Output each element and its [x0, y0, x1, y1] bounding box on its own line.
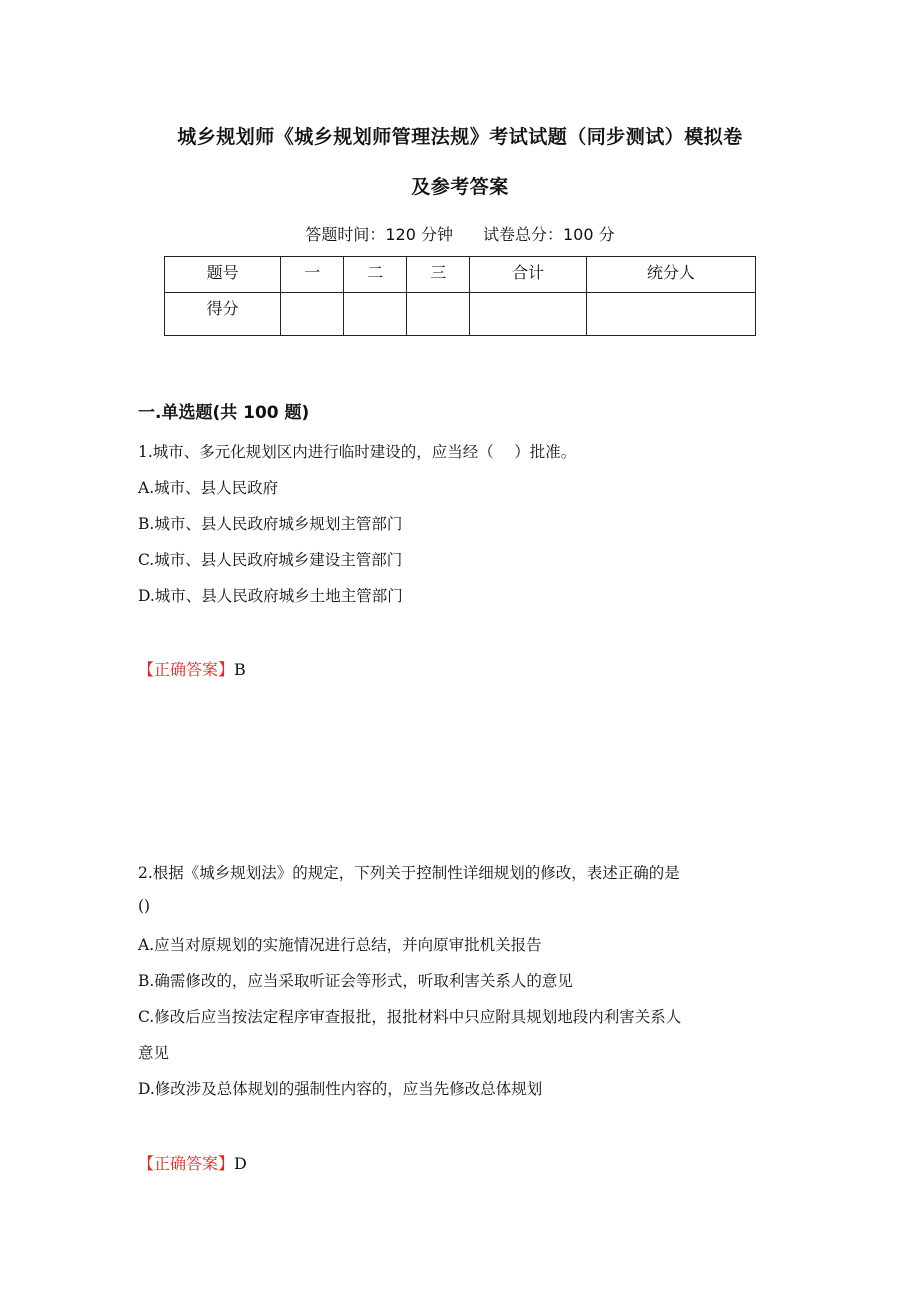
- score-header-cell: 合计: [470, 257, 586, 293]
- question-2-option-b: B.确需修改的，应当采取听证会等形式，听取利害关系人的意见: [138, 972, 573, 990]
- score-cell: [586, 293, 755, 336]
- score-header-cell: 一: [281, 257, 344, 293]
- question-2-stem-line1: 2.根据《城乡规划法》的规定，下列关于控制性详细规划的修改，表述正确的是: [138, 864, 680, 882]
- question-1-answer: [138, 657, 246, 680]
- question-2-answer: [138, 1151, 247, 1174]
- question-2-option-d: D.修改涉及总体规划的强制性内容的，应当先修改总体规划: [138, 1080, 543, 1098]
- score-header-cell: 二: [344, 257, 407, 293]
- question-2-option-a: A.应当对原规划的实施情况进行总结，并向原审批机关报告: [138, 936, 542, 954]
- answer-label: 【正确答案】: [138, 660, 235, 679]
- question-1-option-d: D.城市、县人民政府城乡土地主管部门: [138, 587, 403, 605]
- score-table-score-row: [165, 293, 756, 336]
- question-2-option-c-line1: C.修改后应当按法定程序审查报批，报批材料中只应附具规划地段内利害关系人: [138, 1008, 682, 1026]
- exam-time: 答题时间：120 分钟: [305, 225, 453, 244]
- score-cell: [407, 293, 470, 336]
- score-header-cell: 题号: [165, 257, 281, 293]
- question-1-option-b: B.城市、县人民政府城乡规划主管部门: [138, 515, 403, 533]
- score-cell: [344, 293, 407, 336]
- answer-value: B: [234, 660, 246, 679]
- document-title-line2: 及参考答案: [411, 176, 509, 198]
- score-header-cell: 统分人: [586, 257, 755, 293]
- score-table: [164, 256, 756, 336]
- question-1-option-a: A.城市、县人民政府: [138, 479, 279, 497]
- question-1-option-c: C.城市、县人民政府城乡建设主管部门: [138, 551, 403, 569]
- answer-value: D: [234, 1154, 247, 1173]
- question-2-stem-line2: (): [138, 897, 151, 915]
- section-title: 一.单选题(共 100 题): [138, 403, 310, 423]
- score-cell: [281, 293, 344, 336]
- score-table-header-row: [165, 257, 756, 293]
- score-cell: [470, 293, 586, 336]
- score-row-label: 得分: [165, 293, 281, 336]
- exam-total-score: 试卷总分：100 分: [483, 225, 615, 244]
- score-header-cell: 三: [407, 257, 470, 293]
- answer-label: 【正确答案】: [138, 1154, 235, 1173]
- document-title-line1: 城乡规划师《城乡规划师管理法规》考试试题（同步测试）模拟卷: [177, 126, 743, 148]
- exam-meta: [0, 222, 920, 245]
- question-2-option-c-line2: 意见: [138, 1044, 170, 1062]
- question-1-stem: 1.城市、多元化规划区内进行临时建设的，应当经（ ）批准。: [138, 443, 577, 461]
